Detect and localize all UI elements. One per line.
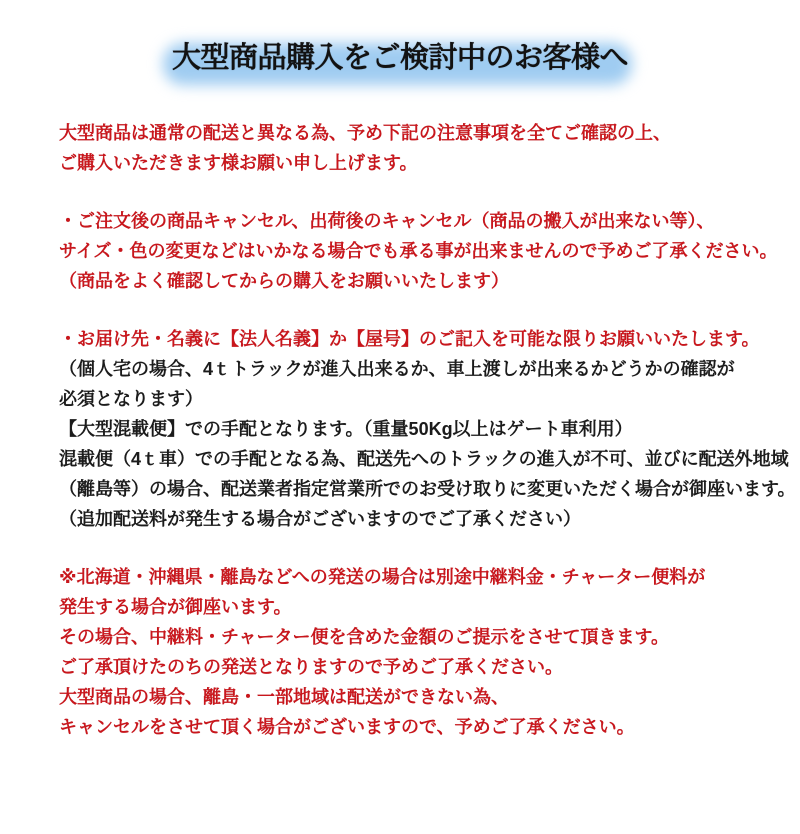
large-item-purchase-notice <box>0 34 800 834</box>
notice-line: 大型商品は通常の配送と異なる為、予め下記の注意事項を全てご確認の上、 <box>59 123 671 143</box>
notice-line: ・ご注文後の商品キャンセル、出荷後のキャンセル（商品の搬入が出来ない等）、 <box>59 211 715 231</box>
notice-line: ・お届け先・名義に【法人名義】か【屋号】のご記入を可能な限りお願いいたします。 <box>59 329 760 349</box>
notice-line: （追加配送料が発生する場合がございますのでご了承ください） <box>59 509 581 529</box>
notice-line: ご了承頂けたのちの発送となりますので予めご了承ください。 <box>59 657 563 677</box>
notice-line: 必須となります） <box>59 389 203 409</box>
notice-line: 混載便（4ｔ車）での手配となる為、配送先へのトラックの進入が不可、並びに配送外地域 <box>59 449 789 469</box>
page-title: 大型商品購入をご検討中のお客様へ <box>171 42 628 74</box>
notice-line: 大型商品の場合、離島・一部地域は配送ができない為、 <box>59 687 509 707</box>
notice-line: サイズ・色の変更などはいかなる場合でも承る事が出来ませんので予めご了承ください。 <box>59 241 778 261</box>
section-remote-area-notice <box>59 562 760 742</box>
notice-line: キャンセルをさせて頂く場合がございますので、予めご了承ください。 <box>59 717 635 737</box>
notice-line: （個人宅の場合、4ｔトラックが進入出来るか、車上渡しが出来るかどうかの確認が <box>59 359 735 379</box>
notice-header <box>0 34 800 82</box>
notice-line: 発生する場合が御座います。 <box>59 597 292 617</box>
section-cancel-policy <box>59 206 778 296</box>
notice-line: （離島等）の場合、配送業者指定営業所でのお受け取りに変更いただく場合が御座います。 <box>59 479 796 499</box>
notice-body <box>0 118 800 742</box>
notice-line: （商品をよく確認してからの購入をお願いいたします） <box>59 271 509 291</box>
notice-line: ※北海道・沖縄県・離島などへの発送の場合は別途中継料金・チャーター便料が <box>59 567 706 587</box>
section-delivery-name-request <box>59 324 796 534</box>
notice-line: 【大型混載便】での手配となります。（重量50Kg以上はゲート車利用） <box>59 419 633 439</box>
notice-line: その場合、中継料・チャーター便を含めた金額のご提示をさせて頂きます。 <box>59 627 670 647</box>
notice-line: ご購入いただきます様お願い申し上げます。 <box>59 153 418 173</box>
section-intro <box>59 118 760 178</box>
